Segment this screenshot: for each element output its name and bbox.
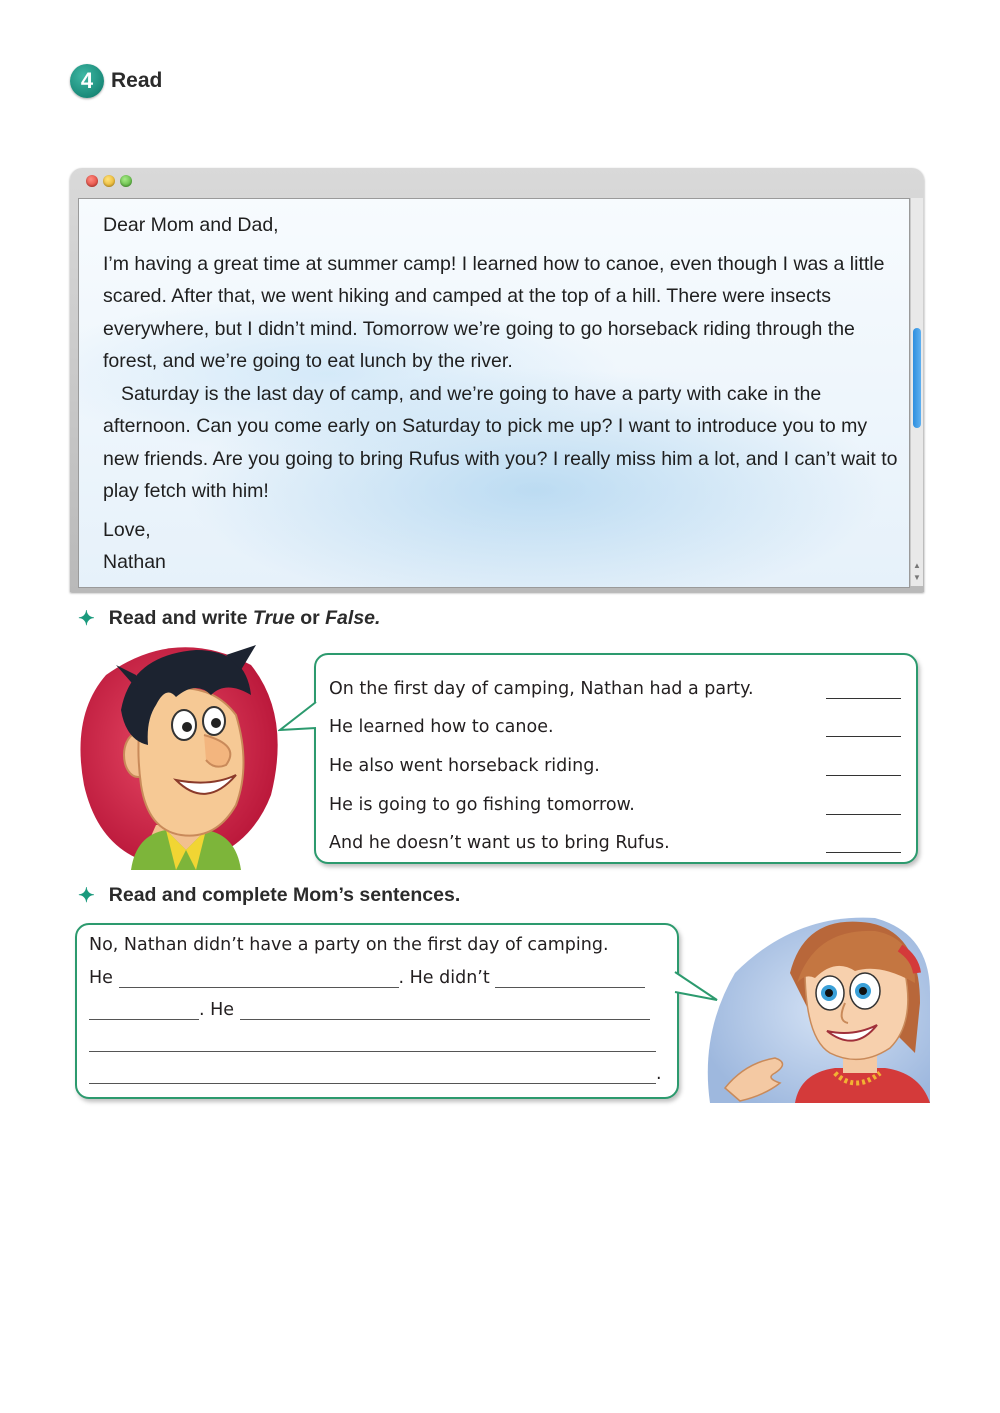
window-zoom-icon[interactable] xyxy=(120,175,132,187)
scroll-down-icon[interactable]: ▼ xyxy=(913,573,921,582)
statement-text: He also went horseback riding. xyxy=(329,756,600,776)
statement-text: He learned how to canoe. xyxy=(329,717,554,737)
scrollbar[interactable] xyxy=(910,198,923,586)
instruction-prefix: Read and write xyxy=(108,607,248,629)
scroll-thumb[interactable] xyxy=(913,328,921,428)
instruction-or: or xyxy=(300,607,320,629)
section-header xyxy=(70,64,162,98)
instruction-true: True xyxy=(252,607,295,629)
statement-row xyxy=(329,786,901,824)
word-he-didnt: . He didn’t xyxy=(398,968,490,988)
answer-blank[interactable] xyxy=(826,852,901,853)
answer-blank[interactable] xyxy=(89,999,199,1020)
statement-row xyxy=(329,747,901,785)
star-bullet-icon: ✦ xyxy=(78,608,95,630)
statement-text: And he doesn’t want us to bring Rufus. xyxy=(329,833,670,853)
answer-blank[interactable] xyxy=(826,814,901,815)
window-titlebar xyxy=(70,168,924,194)
final-period: . xyxy=(656,1064,662,1084)
mom-illustration xyxy=(705,913,930,1103)
answer-blank[interactable] xyxy=(89,1063,656,1084)
sentence-line-3 xyxy=(89,1031,659,1052)
statement-row xyxy=(329,670,901,708)
answer-blank[interactable] xyxy=(826,736,901,737)
answer-blank[interactable] xyxy=(240,999,650,1020)
complete-sentences-bubble xyxy=(75,923,679,1099)
exercise2-instruction xyxy=(78,883,460,908)
window-minimize-icon[interactable] xyxy=(103,175,115,187)
statement-row xyxy=(329,708,901,746)
answer-blank[interactable] xyxy=(89,1031,656,1052)
number-badge: 4 xyxy=(70,64,104,98)
instruction-false: False. xyxy=(325,607,381,629)
bubble-tail xyxy=(278,700,318,740)
statement-row xyxy=(329,824,901,862)
letter-paragraph-1: I’m having a great time at summer camp! I learned how to canoe, even though I was a little scared. After that, we went hiking and camped at the top of a hill. There were insects everywhere, but I didn’t mind. Tomorrow we’re going to go horseback riding through the forest, and we’re going to eat lunch by the river. xyxy=(103,252,885,372)
sentence-line-1 xyxy=(89,967,659,988)
statement-text: He is going to go fishing tomorrow. xyxy=(329,795,635,815)
sentence-line-2 xyxy=(89,999,659,1020)
exercise1-instruction xyxy=(78,606,380,631)
word-he: He xyxy=(89,968,113,988)
answer-blank[interactable] xyxy=(826,775,901,776)
instruction-text: Read and complete Mom’s sentences. xyxy=(108,884,461,906)
sentence-line-4 xyxy=(89,1063,669,1084)
letter-closing: Love, xyxy=(103,518,151,541)
example-sentence: No, Nathan didn’t have a party on the first day of camping. xyxy=(89,935,609,955)
word-period-he: . He xyxy=(199,1000,235,1020)
boy-illustration xyxy=(76,635,286,870)
answer-blank[interactable] xyxy=(495,967,645,988)
true-false-bubble xyxy=(314,653,918,864)
answer-blank[interactable] xyxy=(119,967,399,988)
letter-text xyxy=(103,209,903,579)
statement-text: On the first day of camping, Nathan had a party. xyxy=(329,679,754,699)
letter-paragraph-2: Saturday is the last day of camp, and we’re going to have a party with cake in the afternoon. Can you come early on Saturday to pick me up? I want to introduce you to my new friends. Are you going to bring Rufus with you? I really miss him a lot, and I can’t wait to play fetch with him! xyxy=(103,382,898,502)
section-title: Read xyxy=(111,69,163,92)
window-close-icon[interactable] xyxy=(86,175,98,187)
star-bullet-icon: ✦ xyxy=(78,885,95,907)
letter-signature: Nathan xyxy=(103,551,166,573)
answer-blank[interactable] xyxy=(826,698,901,699)
letter-greeting: Dear Mom and Dad, xyxy=(103,214,279,236)
letter-window xyxy=(70,168,924,592)
letter-body xyxy=(78,198,910,588)
scroll-up-icon[interactable]: ▲ xyxy=(913,561,921,570)
